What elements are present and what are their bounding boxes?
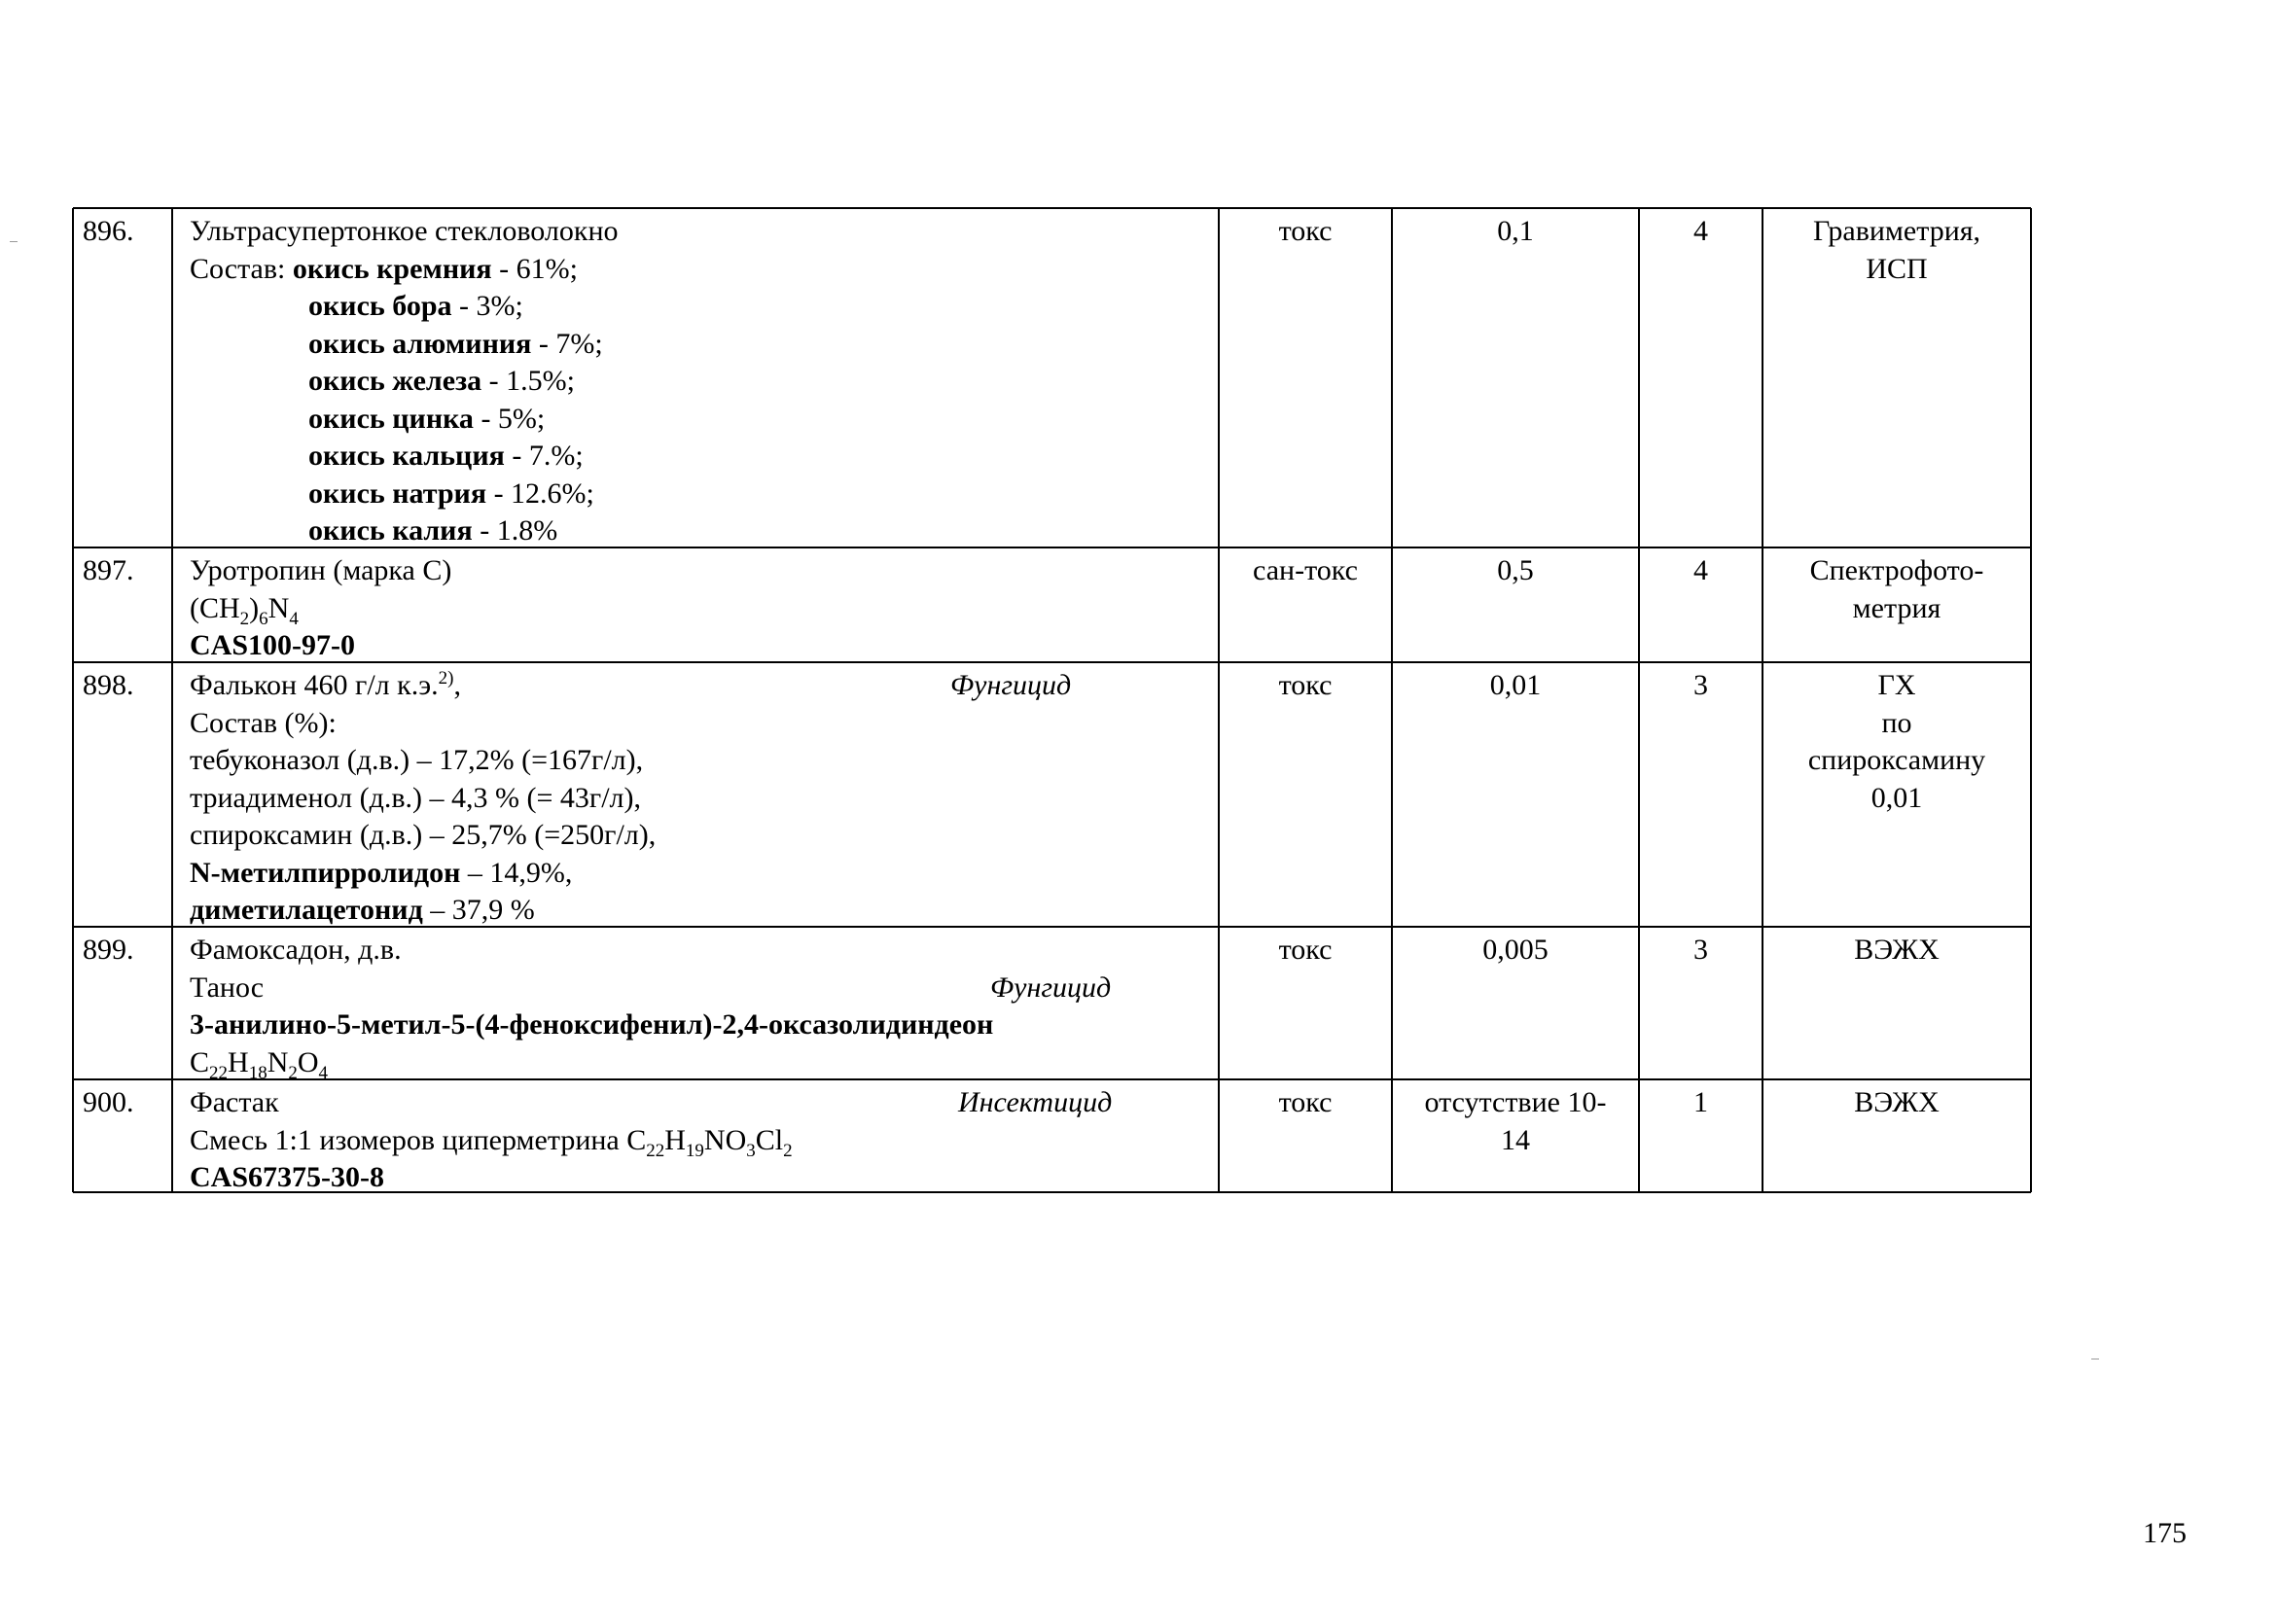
text-segment: H — [228, 1045, 249, 1078]
text-segment: диметилацетонид — [190, 894, 423, 926]
text-segment: 3 — [746, 1140, 756, 1161]
description-line — [190, 590, 1236, 628]
text-segment: 2 — [783, 1140, 793, 1161]
text-segment: CAS67375-30-8 — [190, 1161, 384, 1193]
hazard-type: токс — [1278, 669, 1333, 701]
description-line — [190, 705, 1236, 743]
limit-value — [1392, 552, 1639, 590]
text-segment: N — [267, 591, 290, 624]
row-number: 900. — [83, 1086, 134, 1118]
text-segment: 18 — [248, 1062, 267, 1083]
text-segment: окись кальция — [308, 440, 505, 472]
substance-description — [172, 213, 1236, 550]
text-segment: 2) — [438, 668, 454, 688]
text-segment: тебуконазол (д.в.) – 17,2% (=167г/л), — [190, 744, 644, 776]
limit-value-line: 0,005 — [1482, 934, 1549, 966]
text-segment: окись натрия — [308, 477, 487, 510]
text-segment: N — [267, 1045, 289, 1078]
text-segment: - 12.6%; — [486, 477, 594, 510]
description-line — [190, 855, 1236, 893]
limit-value — [1392, 667, 1639, 705]
description-line — [190, 1006, 1236, 1044]
text-segment: окись кремния — [292, 252, 492, 285]
text-segment: 4 — [289, 608, 299, 629]
description-line — [190, 401, 1236, 439]
limit-value — [1392, 932, 1639, 970]
text-segment: NO — [703, 1123, 747, 1156]
analysis-method — [1763, 667, 2031, 817]
method-line: Гравиметрия, — [1812, 215, 1981, 247]
text-segment: Cl — [755, 1123, 784, 1156]
analysis-method — [1763, 1084, 2031, 1122]
hazard-type: токс — [1278, 1086, 1333, 1118]
text-segment: окись бора — [308, 290, 452, 322]
text-segment: Фамоксадон, д.в. — [190, 934, 402, 966]
substance-description — [172, 552, 1236, 665]
method-line: ВЭЖХ — [1854, 934, 1940, 966]
description-line — [190, 1084, 1236, 1122]
description-line — [190, 970, 1236, 1007]
method-line: ВЭЖХ — [1854, 1086, 1940, 1118]
hazard-class: 4 — [1693, 215, 1708, 247]
description-line — [190, 932, 1236, 970]
description-line — [190, 326, 1236, 364]
analysis-method — [1763, 213, 2031, 288]
text-segment: Уротропин (марка С) — [190, 554, 452, 586]
text-segment: Фалькон 460 г/л к.э. — [190, 669, 439, 701]
text-segment: окись железа — [308, 365, 482, 397]
description-line — [190, 476, 1236, 513]
limit-value-line: 0,01 — [1489, 669, 1542, 701]
description-line — [190, 1044, 1236, 1082]
text-segment: Состав (%): — [190, 706, 337, 739]
text-segment: C — [190, 1045, 210, 1078]
text-segment: 6 — [259, 608, 268, 629]
text-segment: N-метилпирролидон — [190, 856, 461, 889]
text-segment: 19 — [685, 1140, 704, 1161]
method-line: метрия — [1852, 591, 1941, 624]
text-segment: - 61%; — [491, 252, 578, 285]
text-segment: - 7%; — [531, 327, 603, 360]
page-number: 175 — [2143, 1517, 2187, 1549]
text-segment: O — [297, 1045, 319, 1078]
row-number: 899. — [83, 934, 134, 966]
text-segment: 4 — [318, 1062, 329, 1083]
description-line — [190, 288, 1236, 326]
analysis-method — [1763, 932, 2031, 970]
text-segment: триадименол (д.в.) – 4,3 % (= 43г/л), — [190, 781, 642, 814]
limit-value — [1392, 213, 1639, 251]
text-segment: ) — [249, 591, 260, 624]
text-segment: 2 — [288, 1062, 298, 1083]
hazard-class: 3 — [1693, 669, 1708, 701]
text-segment: CAS100-97-0 — [190, 629, 355, 661]
method-line: спироксамину — [1807, 744, 1986, 776]
hazard-class: 1 — [1693, 1086, 1708, 1118]
description-line — [190, 512, 1236, 550]
description-line — [190, 667, 1236, 705]
description-line — [190, 780, 1236, 818]
method-line: по — [1881, 706, 1912, 739]
text-segment: Смесь 1:1 изомеров циперметрина C — [190, 1123, 647, 1156]
scan-mark — [10, 241, 18, 242]
hazard-type: сан-токс — [1253, 554, 1358, 586]
substances-table — [73, 208, 2031, 1192]
limit-value-line: отсутствие 10- — [1424, 1086, 1607, 1118]
text-segment: - 5%; — [473, 402, 546, 435]
row-border — [73, 207, 2031, 209]
hazard-class: 4 — [1693, 554, 1708, 586]
substance-description — [172, 932, 1236, 1081]
description-line — [190, 742, 1236, 780]
method-line: 0,01 — [1870, 781, 1923, 814]
description-line — [190, 363, 1236, 401]
text-segment: - 1.5%; — [481, 365, 575, 397]
text-segment: 22 — [209, 1062, 229, 1083]
hazard-class: 3 — [1693, 934, 1708, 966]
text-segment: 3-анилино-5-метил-5-(4-феноксифенил)-2,4-оксазолидиндеон — [190, 1008, 994, 1041]
row-number: 897. — [83, 554, 134, 586]
substance-category: Фунгицид — [990, 971, 1112, 1004]
hazard-type: токс — [1278, 934, 1333, 966]
row-number: 898. — [83, 669, 134, 701]
text-segment: окись калия — [308, 514, 473, 547]
substance-category: Инсектицид — [958, 1086, 1113, 1118]
hazard-type: токс — [1278, 215, 1333, 247]
limit-value-line: 0,1 — [1497, 215, 1534, 247]
text-segment: Состав: — [190, 252, 293, 285]
text-segment: H — [664, 1123, 686, 1156]
text-segment: Ультрасупертонкое стекловолокно — [190, 215, 619, 247]
text-segment: – 14,9%, — [460, 856, 573, 889]
substance-description — [172, 1084, 1236, 1197]
description-line — [190, 627, 1236, 665]
method-line: ИСП — [1866, 252, 1928, 285]
text-segment: 2 — [239, 608, 250, 629]
text-segment: - 1.8% — [472, 514, 558, 547]
method-line: ГХ — [1877, 669, 1916, 701]
text-segment: окись цинка — [308, 402, 474, 435]
description-line — [190, 817, 1236, 855]
substance-category: Фунгицид — [950, 669, 1072, 701]
text-segment: окись алюминия — [308, 327, 532, 360]
row-number: 896. — [83, 215, 134, 247]
text-segment: Фастак — [190, 1086, 279, 1118]
description-line — [190, 1159, 1236, 1197]
text-segment: (CH — [190, 591, 240, 624]
limit-value-line: 14 — [1501, 1123, 1530, 1156]
description-line — [190, 892, 1236, 930]
analysis-method — [1763, 552, 2031, 627]
limit-value-line: 0,5 — [1497, 554, 1534, 586]
text-segment: Танос — [190, 971, 265, 1004]
limit-value — [1392, 1084, 1639, 1159]
text-segment: 22 — [646, 1140, 665, 1161]
text-segment: - 7.%; — [504, 440, 584, 472]
text-segment: - 3%; — [451, 290, 523, 322]
description-line — [190, 1122, 1236, 1160]
description-line — [190, 251, 1236, 289]
description-line — [190, 552, 1236, 590]
description-line — [190, 213, 1236, 251]
substance-description — [172, 667, 1236, 930]
text-segment: , — [453, 669, 461, 701]
method-line: Спектрофото- — [1809, 554, 1984, 586]
text-segment: спироксамин (д.в.) – 25,7% (=250г/л), — [190, 819, 657, 851]
description-line — [190, 438, 1236, 476]
text-segment: – 37,9 % — [422, 894, 535, 926]
